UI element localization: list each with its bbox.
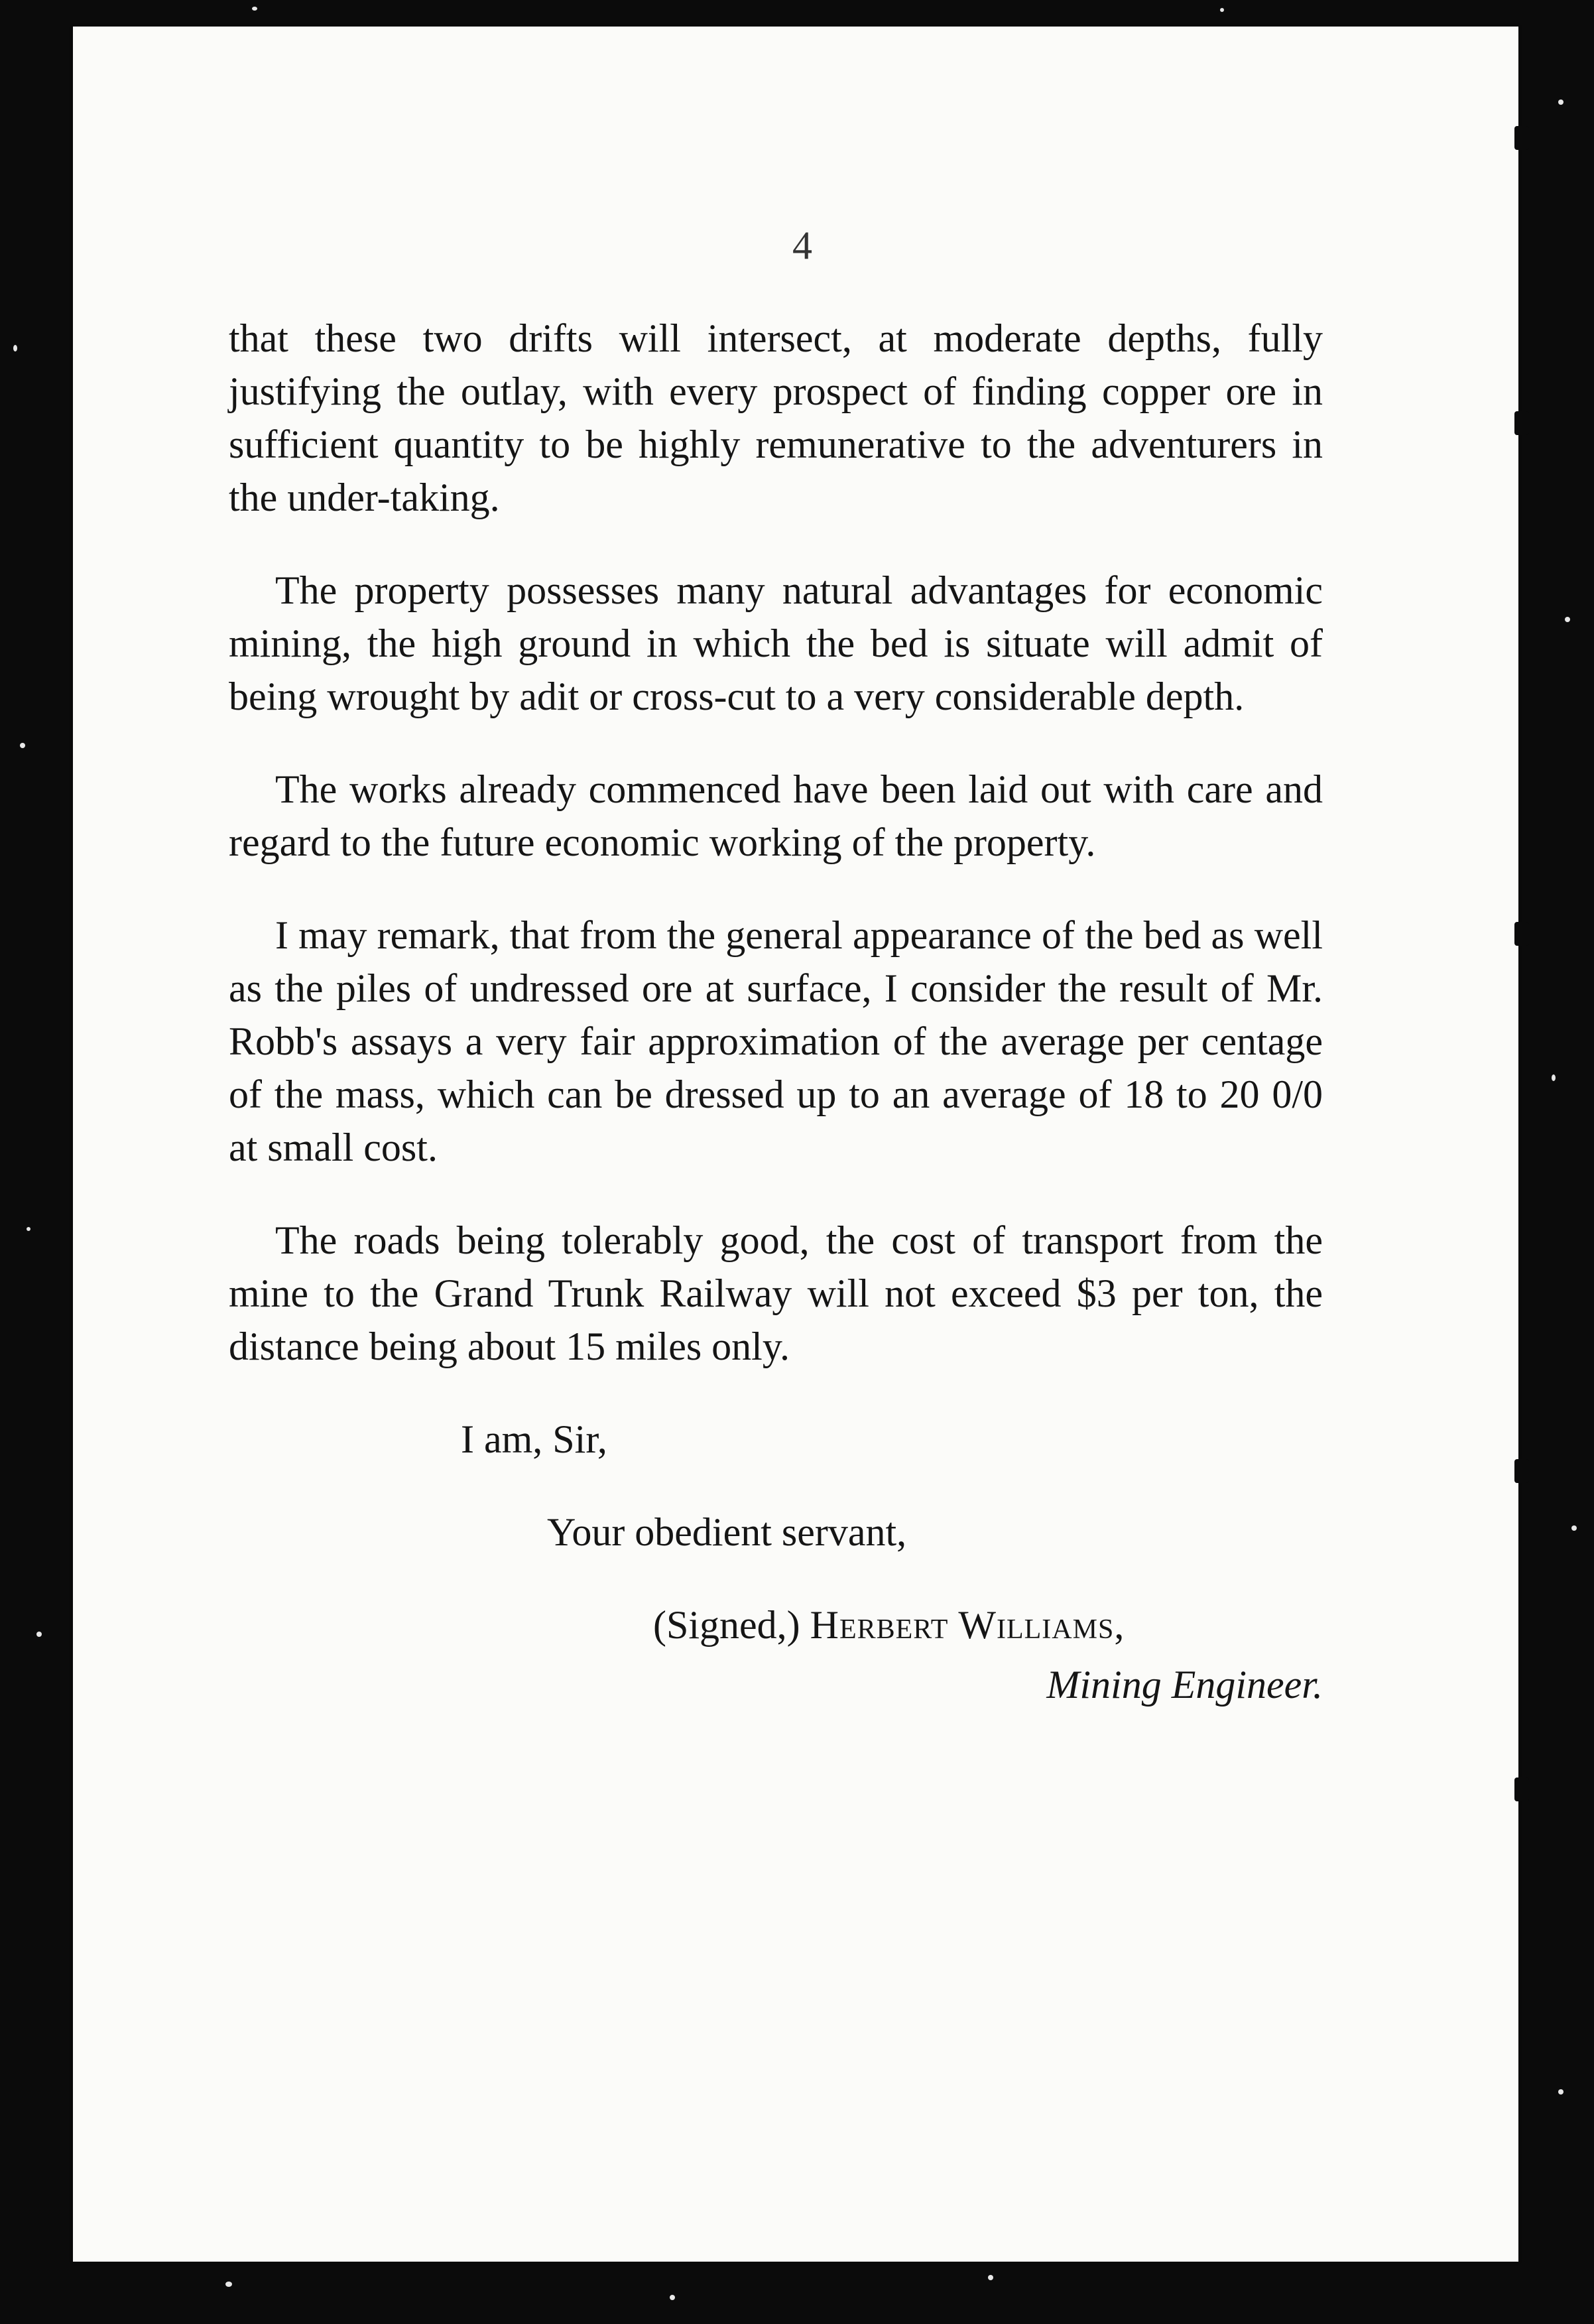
paragraph: I may remark, that from the general appearance of the bed as well as the piles of undressed ore at surface, I consider the result of Mr. Robb's assays a very fair approximation of the average per centage of the mass, which can be dressed up to an average of 18 to 20 0/0 at small cost. (229, 913, 1323, 1169)
page-edge-mark (1514, 126, 1529, 150)
scan-speck (252, 7, 257, 11)
signed-prefix: (Signed,) (653, 1603, 800, 1647)
valediction: Your obedient servant, (547, 1510, 907, 1554)
paragraph: The property possesses many natural advantages for economic mining, the high ground in which the bed is situate will admit of being wrought by adit or cross-cut to a very considerable depth. (229, 568, 1323, 718)
scan-speck (1565, 617, 1570, 622)
scan-speck (1552, 1074, 1556, 1081)
scan-speck (36, 1632, 42, 1637)
page-edge-mark (1514, 1459, 1529, 1483)
page-edge-mark (1514, 1777, 1529, 1801)
scan-speck (20, 743, 25, 748)
scan-speck (27, 1227, 31, 1231)
page-edge-mark (1514, 922, 1529, 946)
page-number: 4 (792, 224, 812, 267)
scan-speck (1558, 99, 1563, 105)
scan-speck (988, 2275, 993, 2280)
scan-speck (1220, 8, 1224, 12)
scan-speck (670, 2295, 675, 2300)
paragraph: The roads being tolerably good, the cost of transport from the mine to the Grand Trunk Railway will not exceed $3 per ton, the distance being about 15 miles only. (229, 1218, 1323, 1368)
document-page (73, 27, 1518, 2262)
page-text (229, 219, 1323, 1711)
scan-speck (13, 345, 17, 352)
page-edge-mark (1514, 411, 1529, 435)
paragraph: The works already commenced have been laid out with care and regard to the future economic working of the property. (229, 767, 1323, 864)
salutation: I am, Sir, (461, 1417, 607, 1461)
scan-speck (1558, 2089, 1563, 2095)
signer-title: Mining Engineer. (1046, 1663, 1323, 1707)
scan-speck (225, 2282, 232, 2287)
signer-name: Herbert Williams, (810, 1603, 1125, 1647)
paragraph: that these two drifts will intersect, at moderate depths, fully justifying the outlay, with every prospect of finding copper ore in sufficient quantity to be highly remunerative to the adventurers in the under-taking. (229, 316, 1323, 519)
scan-speck (1571, 1525, 1577, 1531)
signature-line (653, 1598, 1323, 1651)
